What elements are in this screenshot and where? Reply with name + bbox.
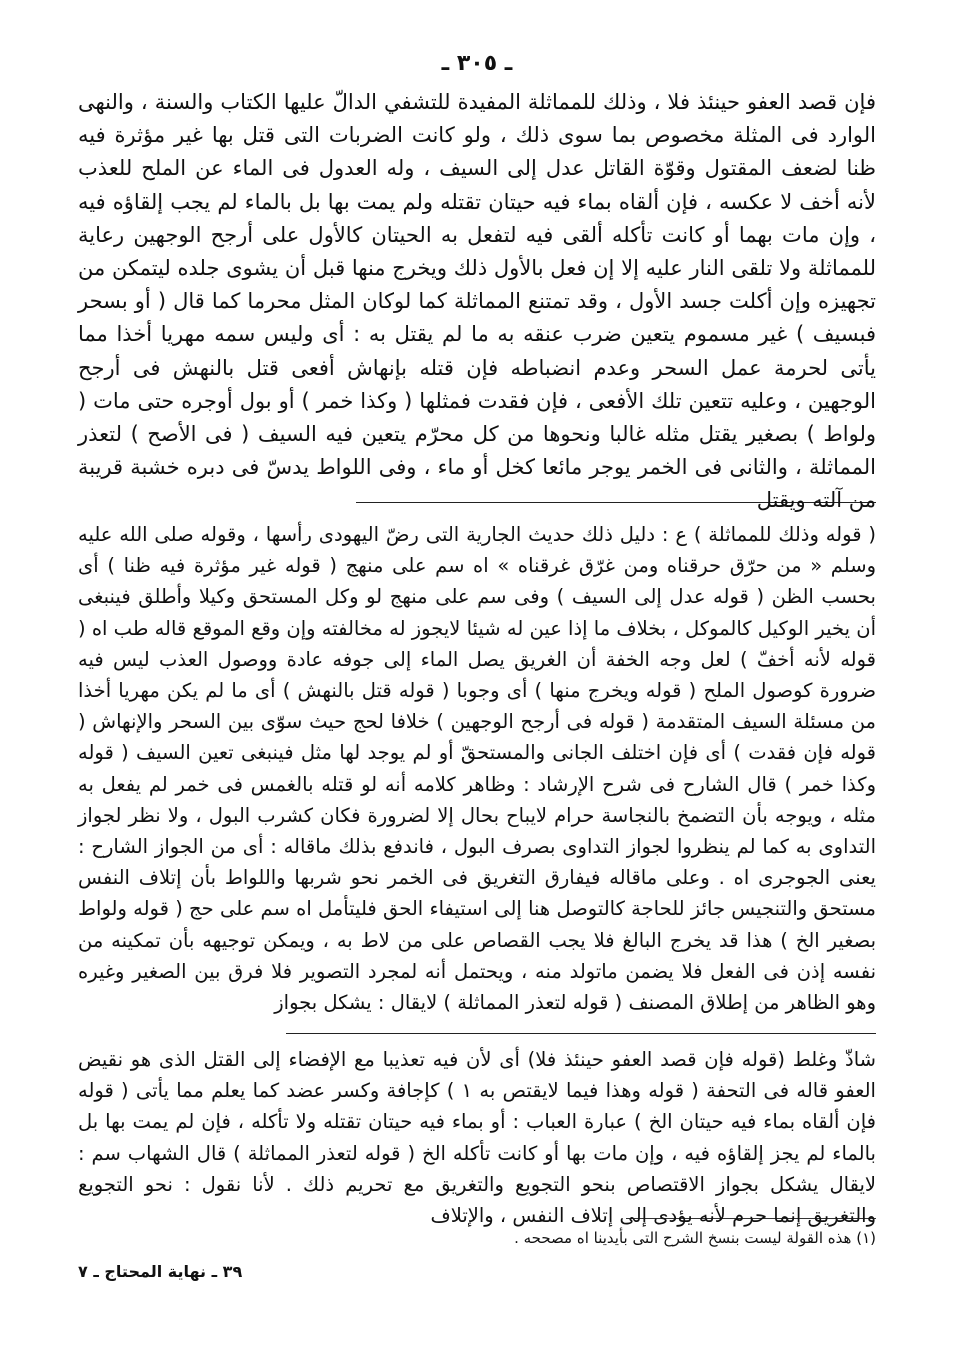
- divider: [286, 1033, 876, 1034]
- main-text: فإن قصد العفو حينئذ فلا ، وذلك للمماثلة المفيدة للتشفي الدالّ عليها الكتاب والسنة ، والنهى الوارد فى المثلة مخصوص بما سوى ذلك ، ولو كانت الضربات التى قتل بها غير مؤثرة فيه ظنا لضعف المقتول وقوّة القاتل عدل إلى السيف ، وله العدول فى الماء عن الملح للعذب لأنه أخف لا عكسه ، فإن ألقاه بماء فيه حيتان تقتله ولم يمت بها بل بالماء لم يجب إلقاؤه فيه ، وإن مات بهما أو كانت تأكله ألقى فيه لتفعل به الحيتان كالأول على أرجح الوجهين رعاية للمماثلة ولا تلقى النار عليه إلا إن فعل بالأول ذلك ويخرج منها قبل أن يشوى جلده ليتمكن من تجهيزه وإن أكلت جسد الأول ، وقد تمتنع المماثلة كما لوكان المثل محرما كما قال ( أو بسحر فبسيف ) غير مسموم يتعين ضرب عنقه به ما لم يقتل به : أى وليس سمه مهريا أخذا مما يأتى لحرمة عمل السحر وعدم انضباطه فإن قتله بإنهاش أفعى قتل بالنهش فى أرجح الوجهين ، وعليه تتعين تلك الأفعى ، فإن فقدت فمثلها ( وكذا خمر ) أو بول أوجره حتى مات ( ولواط ) بصغير يقتل مثله غالبا ونحوها من كل محرّم يتعين فيه السيف ( فى الأصح ) لتعذر المماثلة ، والثانى فى الخمر يوجر مائعا كخل أو ماء ، وفى اللواط يدسّ فى دبره خشبة قريبة من آلته ويقتل: [78, 90, 876, 513]
- footnote: (١) هذه القولة ليست بنسخ الشرح التى بأيدينا اه مصححه .: [514, 1229, 876, 1247]
- commentary-section-2: شاذّ وغلط (قوله فإن قصد العفو حينئذ فلا) أى لأن فيه تعذيبا مع الإفضاء إلى القتل الذى هو نقيض العفو قاله فى التحفة ( قوله وهذا فيما لايقتص به ١ ) كإجافة وكسر عضد كما يعلم مما يأتى ( قوله فإن ألقاه بماء فيه حيتان الخ ) عبارة العباب : أو بماء فيه حيتان تقتله ولا تأكله ، فإن لم يمت بها بل بالماء لم يجز إلقاؤه فيه ، وإن مات بها أو كانت تأكله الخ ( قوله لتعذر المماثلة ) قال الشهاب سم : لايقال يشكل بجواز الاقتصاص بنحو التجويع والتغريق مع تحريم ذلك . لأنا نقول : نحو التجويع والتغريق إنما حرم لأنه يؤدى إلى إتلاف النفس ، والإتلاف: [78, 1048, 876, 1228]
- page-number: ـ ٣٠٥ ـ: [441, 51, 513, 76]
- page: [78, 48, 876, 1249]
- commentary-section-1: ( قوله وذلك للمماثلة ) ع : دليل ذلك حديث الجارية التى رضّ اليهودى رأسها ، وقوله صلى الله عليه وسلم « من حرّق حرقناه ومن غرّق غرقناه » اه سم على منهج ( قوله غير مؤثرة فيه ظنا ) أى بحسب الظن ( قوله عدل إلى السيف ) وفى سم على منهج لو وكل المستحق وكيلا وأطلق فينبغى أن يخير الوكيل كالموكل ، بخلاف ما إذا عين له شيئا لايجوز له مخالفته وإن وقع الموقع قاله طب اه ( قوله لأنه أخفّ ) لعل وجه الخفة أن الغريق يصل الماء إلى جوفه عادة ووصول العذب ليس فيه ضرورة كوصول الملح ( قوله ويخرج منها ) أى وجوبا ( قوله قتل بالنهش ) أى ما لم يكن مهريا أخذا من مسئلة السيف المتقدمة ( قوله فى أرجح الوجهين ) خلافا لحج حيث سوّى بين السحر والإنهاش ( قوله فإن فقدت ) أى فإن اختلف الجانى والمستحقّ أو لم يوجد لها مثل فينبغى تعين السيف ( قوله وكذا خمر ) قال الشارح فى شرح الإرشاد : وظاهر كلامه أنه لو قتله بالغمس فى خمر لم يفعل به مثله ، ويوجه بأن التضمخ بالنجاسة حرام لايباح بحال إلا لضرورة فكان كشرب البول ، ولا نظر لجواز التداوى به كما لم ينظروا لجواز التداوى بصرف البول ، فاندفع بذلك ماقاله : أى من الجواز الشارح : يعنى الجوجرى اه . وعلى ماقاله فيفارق التغريق فى الخمر نحو شربها واللواط بأن إتلاف النفس مستحق والتنجيس جائز للحاجة كالتوصل هنا إلى استيفاء الحق فليتأمل اه سم على حج ( قوله ولواط بصغير الخ ) هذا قد يخرج البالغ فلا يجب القصاص على من لاط به ، ويمكن توجيهه بأن تمكينه من نفسه إذن فى الفعل فلا يضمن ماتولد منه ، ويحتمل أنه لمجرد التصوير فلا فرق بين الصغير وغيره وهو الظاهر من إطلاق المصنف ( قوله لتعذر المماثلة ) لايقال : يشكل بجواز: [78, 523, 876, 1015]
- signature-line: ٣٩ ـ نهاية المحتاج ـ ٧: [78, 1262, 243, 1281]
